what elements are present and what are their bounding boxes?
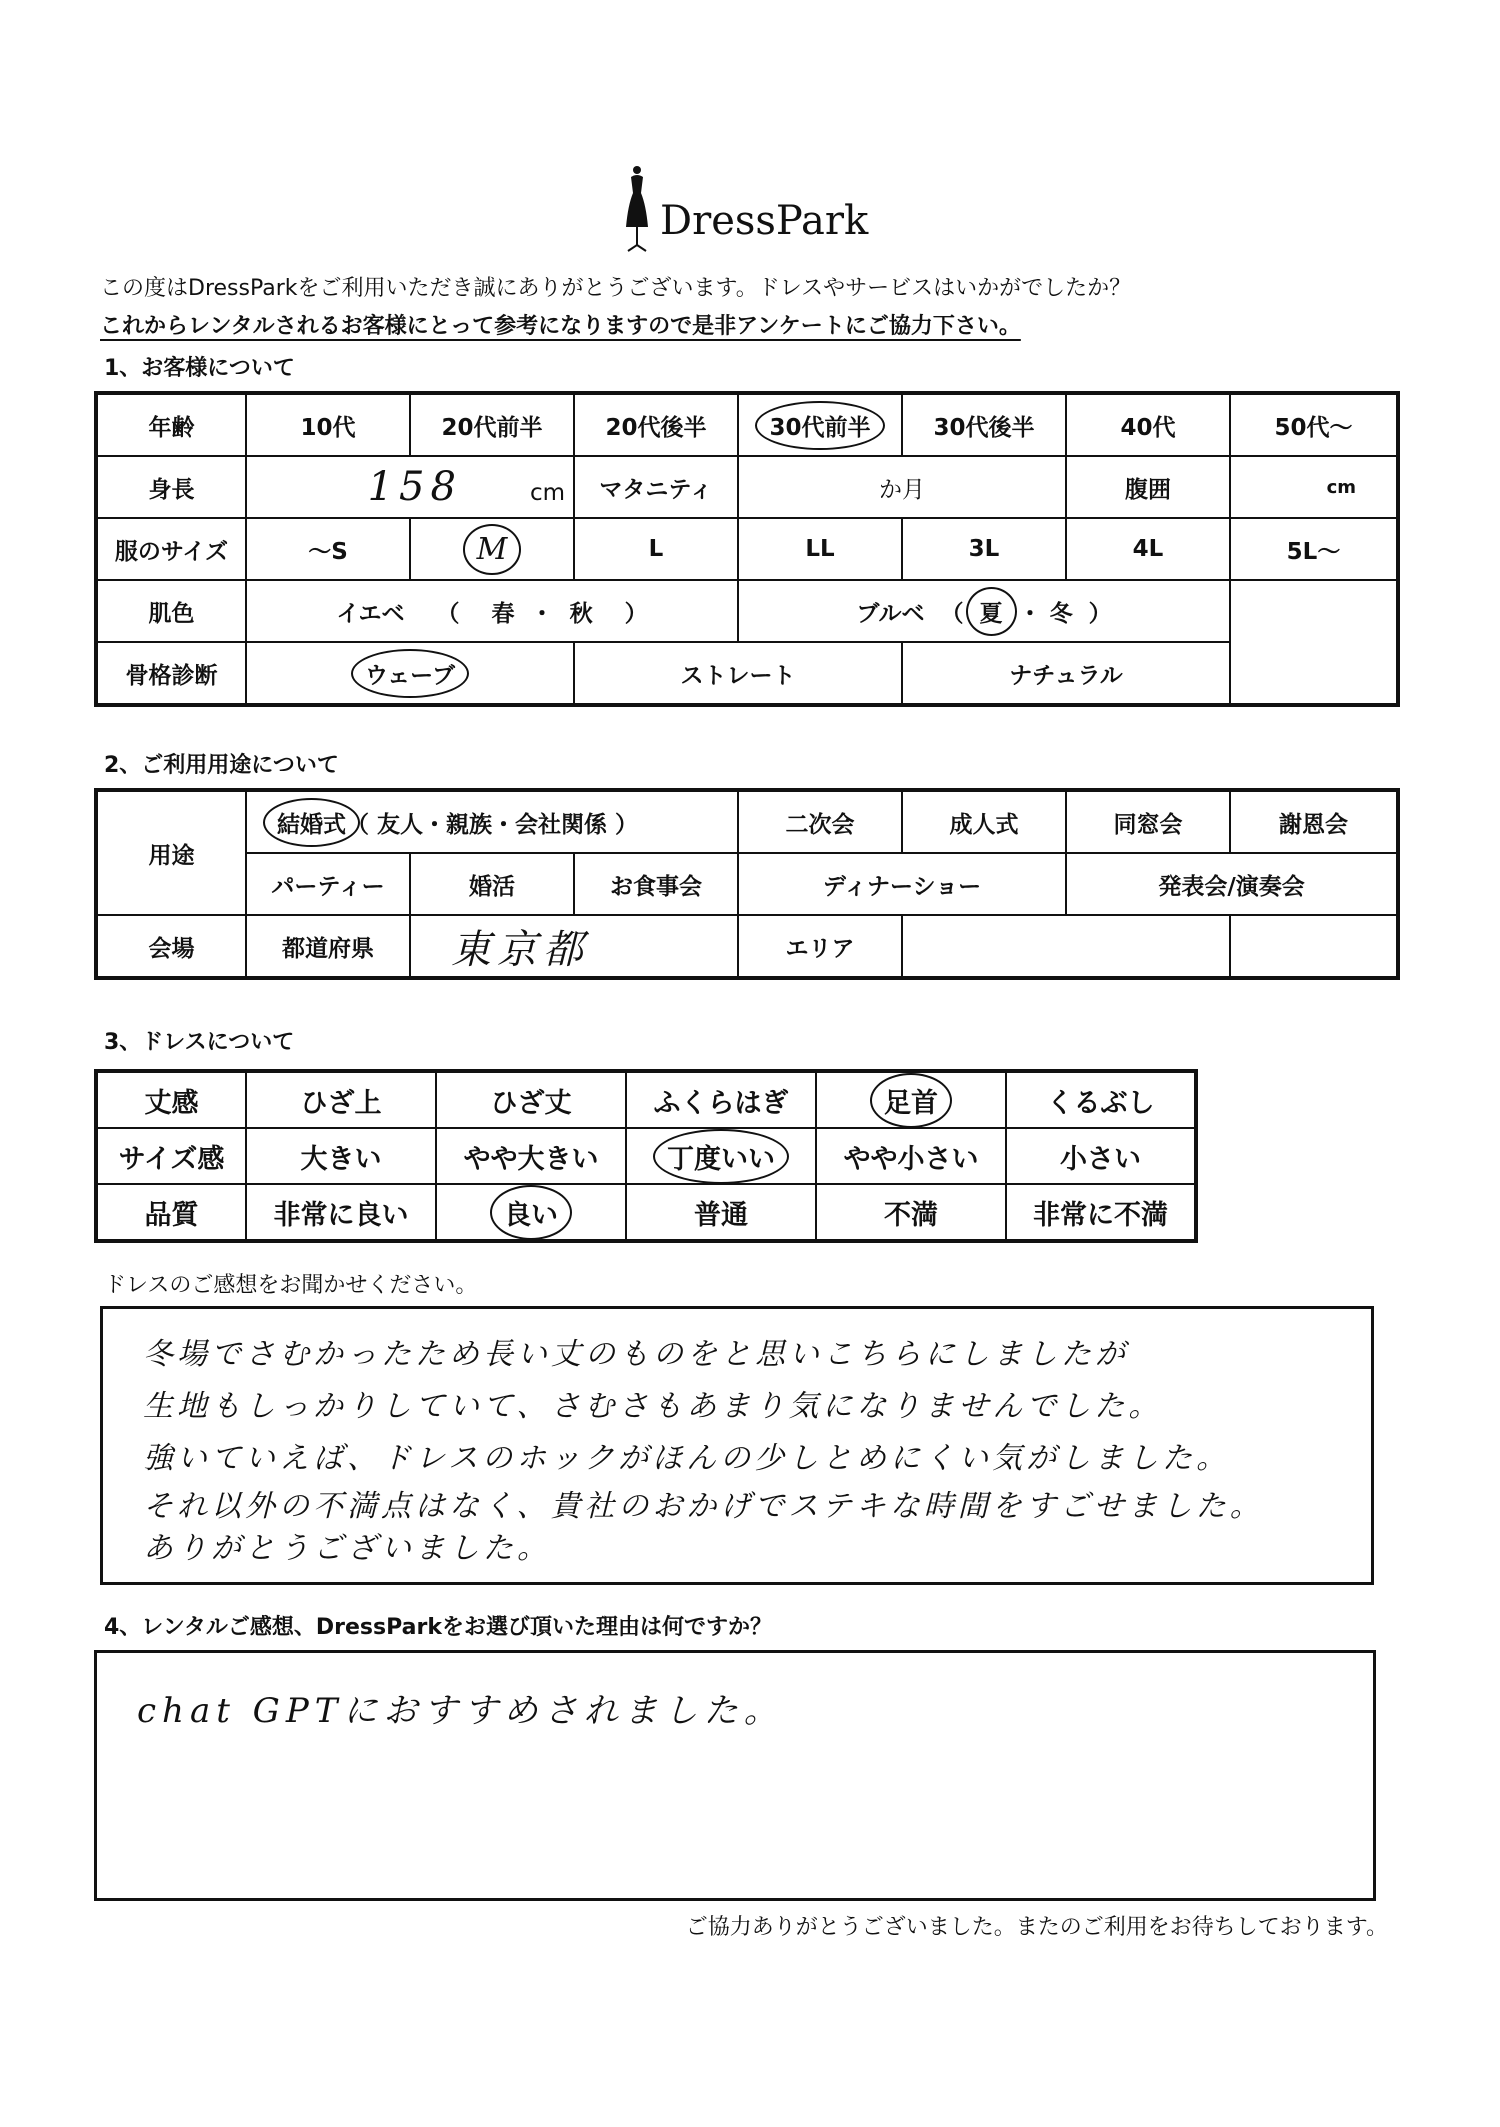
size-option-selected[interactable] — [410, 518, 574, 580]
venue-row — [96, 915, 1398, 978]
length-row — [96, 1071, 1196, 1128]
age-label: 年齢 — [96, 393, 246, 456]
section4-title: 4、レンタルご感想、DressParkをお選び頂いた理由は何ですか？ — [104, 1615, 772, 1640]
venue-label: 会場 — [96, 915, 246, 978]
age-row — [96, 393, 1398, 456]
size-option[interactable]: 3L — [902, 518, 1066, 580]
height-row — [96, 456, 1398, 518]
purpose-row-2 — [96, 853, 1398, 915]
fit-option[interactable]: 小さい — [1006, 1128, 1196, 1184]
length-option[interactable]: ひざ上 — [246, 1071, 436, 1128]
maternity-months-field[interactable]: か月 — [738, 456, 1066, 518]
size-option[interactable]: 5L～ — [1230, 518, 1398, 580]
purpose-option[interactable]: 発表会/演奏会 — [1066, 853, 1398, 915]
size-option[interactable]: LL — [738, 518, 902, 580]
selection-circle: 良い — [504, 1193, 558, 1232]
prefecture-label: 都道府県 — [246, 915, 410, 978]
prefecture-field[interactable] — [410, 915, 738, 978]
dress-form-icon — [620, 165, 654, 255]
skeleton-option[interactable]: ナチュラル — [902, 642, 1230, 705]
length-label: 丈感 — [96, 1071, 246, 1128]
selection-circle: M — [476, 531, 508, 567]
purpose-option[interactable]: お食事会 — [574, 853, 738, 915]
length-option[interactable]: ふくらはぎ — [626, 1071, 816, 1128]
fit-row — [96, 1128, 1196, 1184]
comment-line: それ以外の不満点はなく、貴社のおかげでステキな時間をすごせました。 — [143, 1489, 1264, 1524]
purpose-option[interactable]: 二次会 — [738, 790, 902, 853]
size-option[interactable]: 4L — [1066, 518, 1230, 580]
selection-circle: ウェーブ — [365, 657, 455, 690]
maternity-label: マタニティ — [574, 456, 738, 518]
comment-line: 生地もしっかりしていて、さむさもあまり気になりませんでした。 — [143, 1389, 1163, 1424]
section2-title: 2、ご利用用途について — [104, 753, 339, 778]
fit-option-selected[interactable] — [626, 1128, 816, 1184]
purpose-table — [94, 788, 1400, 980]
intro-line-1: この度はDressParkをご利用いただき誠にありがとうございます。ドレスやサービスはいかがでしたか？ — [100, 276, 1132, 301]
brand-logo — [620, 165, 868, 255]
selection-circle: 30代前半 — [769, 409, 870, 442]
purpose-wedding[interactable]: 結婚式（ 友人・親族・会社関係 ） — [246, 790, 738, 853]
height-label: 身長 — [96, 456, 246, 518]
skeleton-row — [96, 642, 1398, 705]
purpose-option[interactable]: ディナーショー — [738, 853, 1066, 915]
quality-option[interactable]: 非常に不満 — [1006, 1184, 1196, 1241]
age-option[interactable]: 20代後半 — [574, 393, 738, 456]
waist-field[interactable]: cm — [1230, 456, 1398, 518]
fit-option[interactable]: 大きい — [246, 1128, 436, 1184]
age-option[interactable]: 30代後半 — [902, 393, 1066, 456]
quality-row — [96, 1184, 1196, 1241]
quality-label: 品質 — [96, 1184, 246, 1241]
selection-circle: 夏 — [980, 595, 1003, 628]
comment-line: 冬場でさむかったため長い丈のものをと思いこちらにしましたが — [143, 1337, 1129, 1372]
comment-prompt: ドレスのご感想をお聞かせください。 — [104, 1273, 478, 1298]
skeleton-option-selected[interactable] — [246, 642, 574, 705]
purpose-option[interactable]: 謝恩会 — [1230, 790, 1398, 853]
quality-option-selected[interactable] — [436, 1184, 626, 1241]
selection-circle: 足首 — [884, 1081, 938, 1120]
length-option-selected[interactable] — [816, 1071, 1006, 1128]
size-option[interactable]: ～S — [246, 518, 410, 580]
reason-answer: chat GPTにおすすめされました。 — [137, 1691, 784, 1731]
selection-circle: 丁度いい — [667, 1137, 775, 1176]
height-field[interactable] — [246, 456, 574, 518]
height-unit: cm — [529, 480, 565, 506]
dress-table — [94, 1069, 1198, 1243]
purpose-option[interactable]: 婚活 — [410, 853, 574, 915]
intro-text — [100, 270, 1131, 346]
purpose-row-1 — [96, 790, 1398, 853]
fit-label: サイズ感 — [96, 1128, 246, 1184]
quality-option[interactable]: 非常に良い — [246, 1184, 436, 1241]
skeleton-option[interactable]: ストレート — [574, 642, 902, 705]
length-option[interactable]: くるぶし — [1006, 1071, 1196, 1128]
length-option[interactable]: ひざ丈 — [436, 1071, 626, 1128]
size-label: 服のサイズ — [96, 518, 246, 580]
purpose-option[interactable]: 成人式 — [902, 790, 1066, 853]
size-option[interactable]: L — [574, 518, 738, 580]
age-option[interactable]: 50代～ — [1230, 393, 1398, 456]
section1-title: 1、お客様について — [104, 356, 295, 381]
area-label: エリア — [738, 915, 902, 978]
age-option[interactable]: 40代 — [1066, 393, 1230, 456]
age-option-selected[interactable] — [738, 393, 902, 456]
brand-name: DressPark — [660, 198, 869, 244]
fit-option[interactable]: やや大きい — [436, 1128, 626, 1184]
section3-title: 3、ドレスについて — [104, 1030, 295, 1055]
skin-label: 肌色 — [96, 580, 246, 642]
footer-thanks: ご協力ありがとうございました。またのご利用をお待ちしております。 — [685, 1915, 1388, 1940]
purpose-option[interactable]: パーティー — [246, 853, 410, 915]
purpose-option[interactable]: 同窓会 — [1066, 790, 1230, 853]
comment-line: ありがとうございました。 — [143, 1531, 551, 1566]
quality-option[interactable]: 不満 — [816, 1184, 1006, 1241]
skin-yellow[interactable]: イエベ （ 春 ・ 秋 ） — [246, 580, 738, 642]
dress-comment-box[interactable] — [100, 1306, 1374, 1585]
customer-table — [94, 391, 1400, 707]
selection-circle: 結婚式 — [277, 806, 346, 839]
area-field[interactable] — [902, 915, 1230, 978]
reason-box[interactable] — [94, 1650, 1376, 1901]
waist-label: 腹囲 — [1066, 456, 1230, 518]
height-value: 158 — [367, 464, 462, 510]
age-option[interactable]: 20代前半 — [410, 393, 574, 456]
comment-line: 強いていえば、ドレスのホックがほんの少しとめにくい気がしました。 — [143, 1441, 1231, 1476]
quality-option[interactable]: 普通 — [626, 1184, 816, 1241]
intro-line-2: これからレンタルされるお客様にとって参考になりますので是非アンケートにご協力下さい。 — [100, 314, 1021, 339]
purpose-label: 用途 — [96, 790, 246, 915]
age-option[interactable]: 10代 — [246, 393, 410, 456]
skeleton-label: 骨格診断 — [96, 642, 246, 705]
size-row — [96, 518, 1398, 580]
skin-blue[interactable]: ブルベ （ 夏 ・ 冬 ） — [738, 580, 1230, 642]
skin-row — [96, 580, 1398, 642]
fit-option[interactable]: やや小さい — [816, 1128, 1006, 1184]
prefecture-value: 東京都 — [451, 926, 589, 973]
